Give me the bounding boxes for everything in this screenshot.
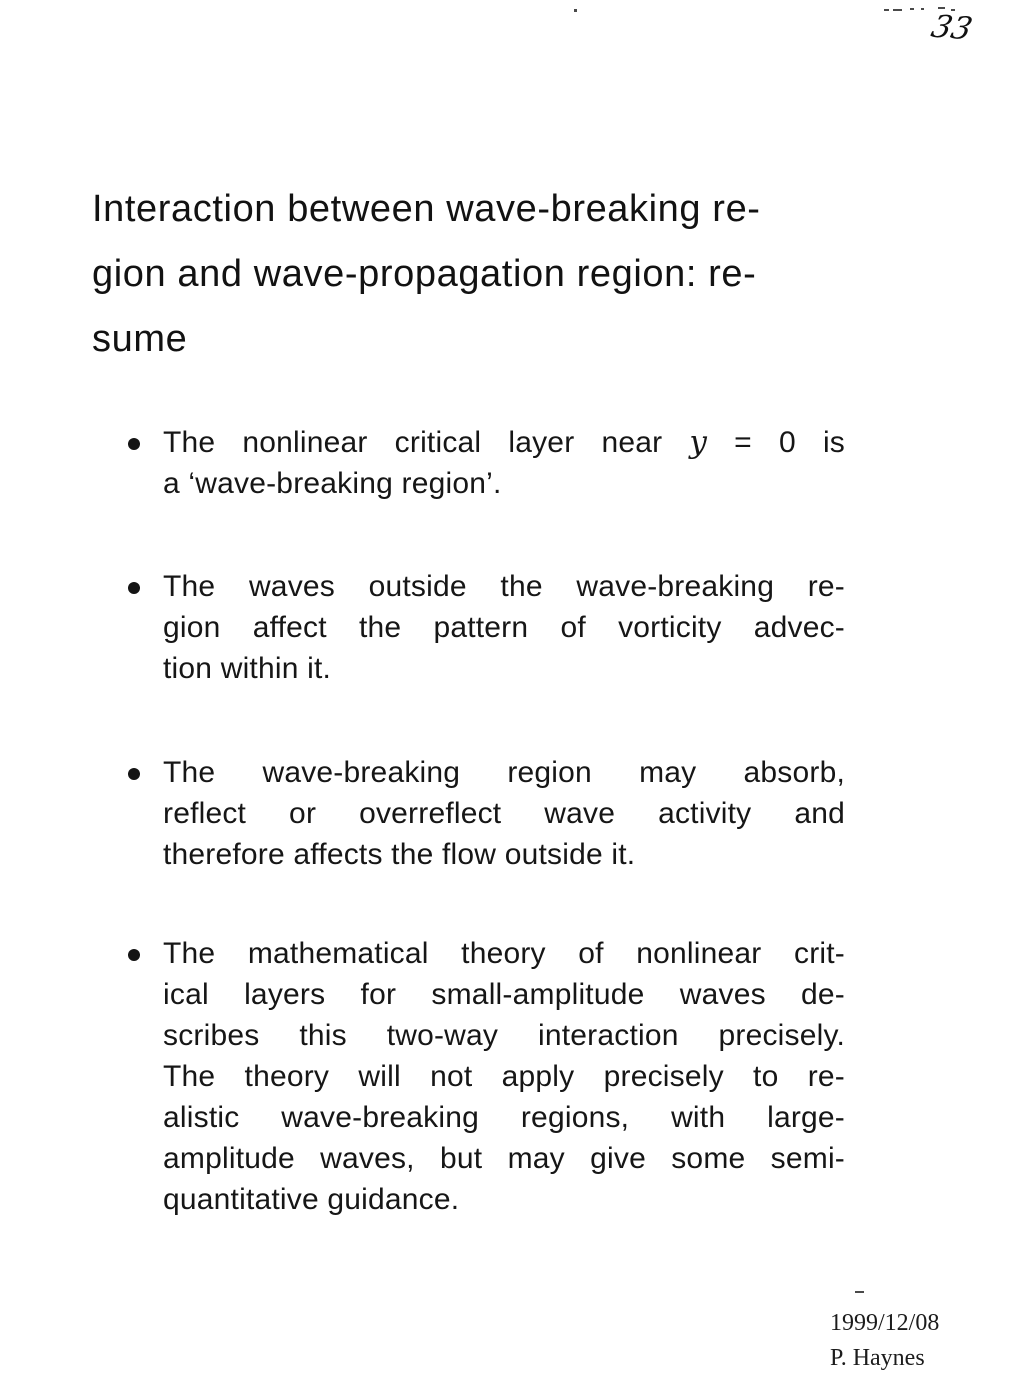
bullet-text-line: ical layers for small-amplitude waves de- xyxy=(163,978,845,1011)
page-title xyxy=(92,177,892,372)
bullet-text xyxy=(163,752,845,875)
handwritten-page-number: 33 xyxy=(927,8,976,48)
bullet-text-line: The wave-breaking region may absorb, xyxy=(163,756,845,789)
footer-author: P. Haynes xyxy=(830,1345,925,1371)
bullet-text-line xyxy=(163,422,845,463)
bullet-text-line: The waves outside the wave-breaking re- xyxy=(163,570,845,603)
bullet-text-line: quantitative guidance. xyxy=(163,1183,460,1216)
bullet-text-line: gion affect the pattern of vorticity advec- xyxy=(163,611,845,644)
scan-artifact xyxy=(855,1291,864,1293)
bullet-item xyxy=(128,422,845,504)
footer-credit xyxy=(830,1306,939,1376)
bullet-text-line: tion within it. xyxy=(163,652,332,685)
bullet-line-segment: The nonlinear critical layer near xyxy=(163,426,690,459)
bullet-text-line: scribes this two-way interaction precisely. xyxy=(163,1019,845,1052)
bullet-text-line: The theory will not apply precisely to re- xyxy=(163,1060,845,1093)
bullet-text-line: amplitude waves, but may give some semi- xyxy=(163,1142,845,1175)
math-variable-y: y xyxy=(689,424,708,460)
scan-artifact xyxy=(910,8,914,10)
bullet-text xyxy=(163,566,845,689)
bullet-text-line: The mathematical theory of nonlinear crit- xyxy=(163,937,845,970)
bullet-dot-icon xyxy=(128,422,163,450)
scan-artifact xyxy=(921,8,924,10)
bullet-text-line: reflect or overreflect wave activity and xyxy=(163,797,845,830)
bullet-dot-icon xyxy=(128,566,163,594)
bullet-dot-icon xyxy=(128,933,163,961)
bullet-item xyxy=(128,752,845,875)
bullet-text xyxy=(163,422,845,504)
page-title-line: gion and wave-propagation region: re- xyxy=(92,253,757,295)
scan-artifact xyxy=(574,9,577,12)
page-title-line: Interaction between wave-breaking re- xyxy=(92,188,761,230)
page-title-line: sume xyxy=(92,318,188,360)
bullet-text xyxy=(163,933,845,1220)
footer-date: 1999/12/08 xyxy=(830,1310,940,1336)
bullet-text-line: a ‘wave-breaking region’. xyxy=(163,467,502,500)
bullet-item xyxy=(128,566,845,689)
scan-artifact xyxy=(893,9,902,11)
bullet-item xyxy=(128,933,845,1220)
bullet-line-segment: = 0 is xyxy=(707,426,846,459)
bullet-text-line: therefore affects the flow outside it. xyxy=(163,838,636,871)
bullet-text-line: alistic wave-breaking regions, with large- xyxy=(163,1101,845,1134)
scan-artifact xyxy=(884,9,889,11)
bullet-dot-icon xyxy=(128,752,163,780)
